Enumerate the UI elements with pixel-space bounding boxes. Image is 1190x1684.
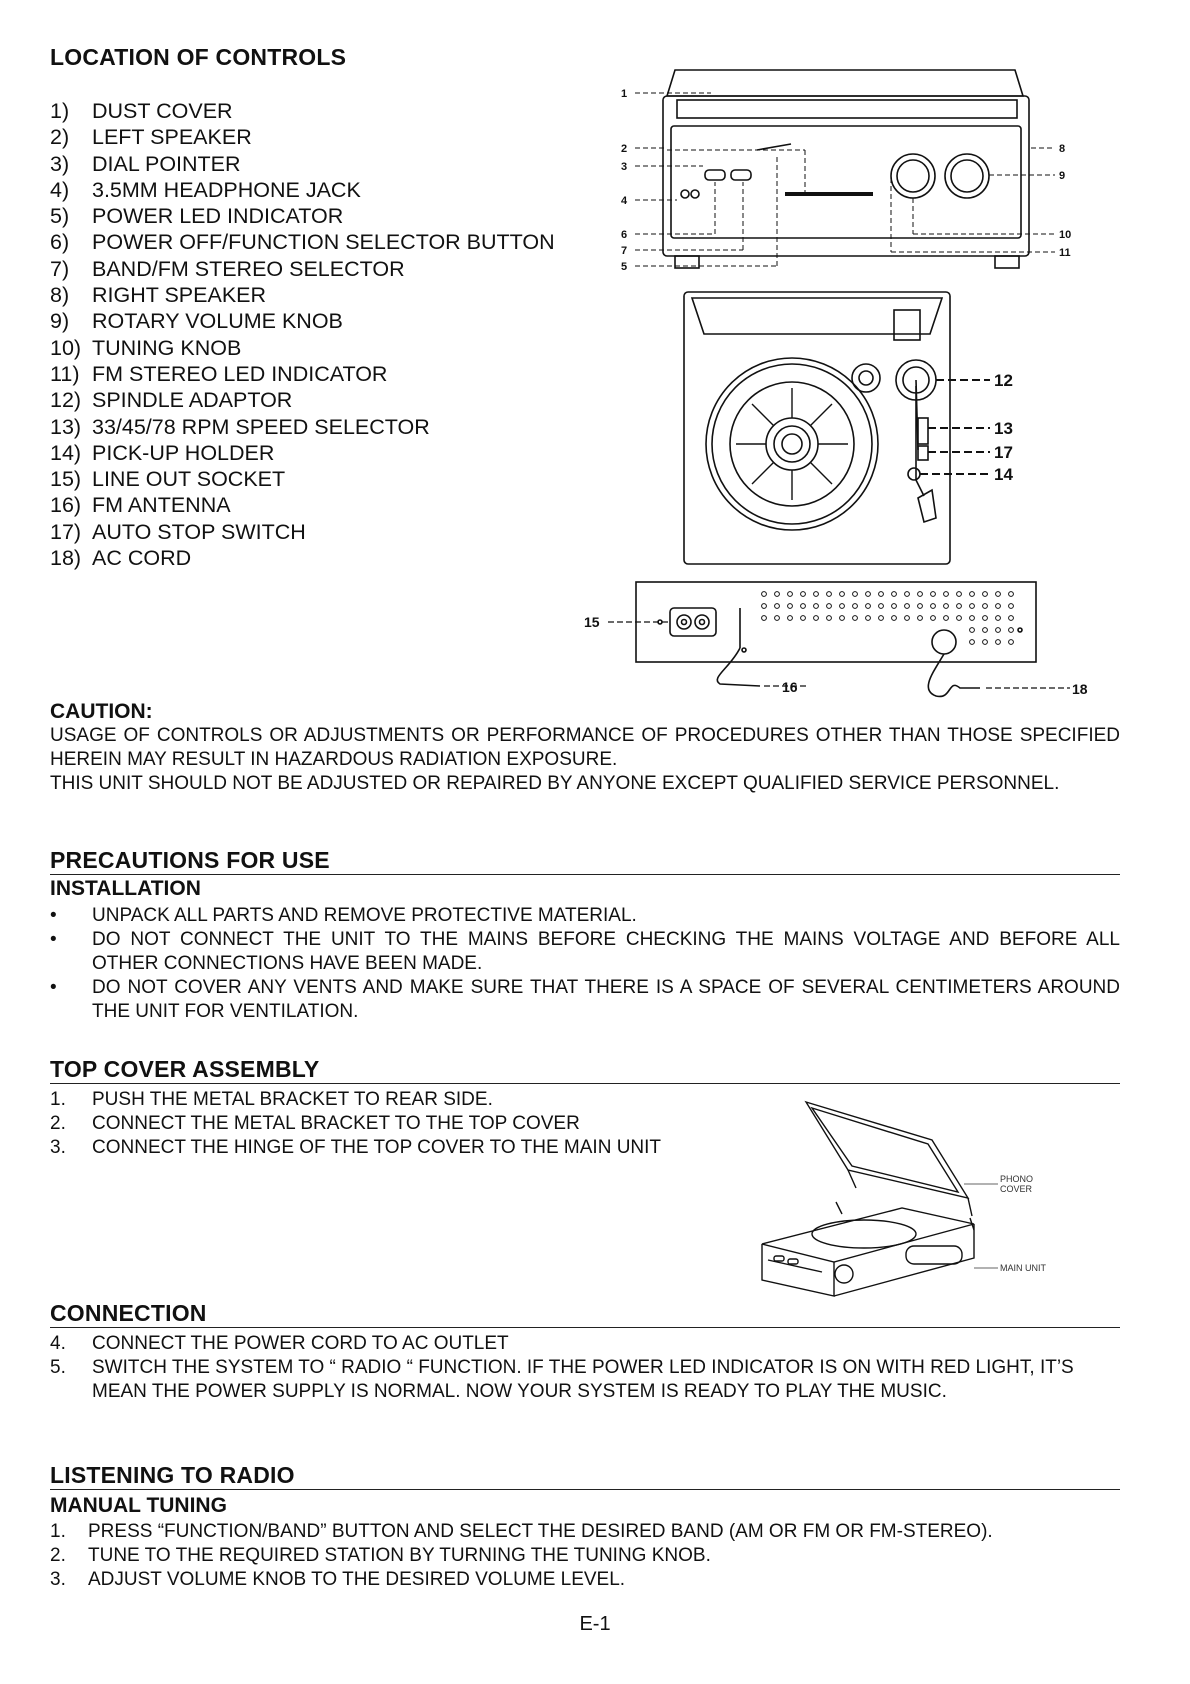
item-number: 3) [50,151,70,176]
item-number: 4) [50,177,70,202]
list-item [50,1356,1120,1404]
vent-hole [892,616,897,621]
callout-15: 15 [584,614,600,630]
vent-hole [788,616,793,621]
vent-hole [996,616,1001,621]
step-number: 3. [50,1569,66,1590]
vent-hole [983,616,988,621]
list-item [50,414,555,440]
list-item [50,282,555,308]
step-text: TUNE TO THE REQUIRED STATION BY TURNING THE TUNING KNOB. [88,1545,711,1566]
list-item [50,976,1120,1024]
list-item [50,98,555,124]
step-text: CONNECT THE METAL BRACKET TO THE TOP COVER [92,1113,580,1134]
vent-hole [970,628,975,633]
vent-hole [970,592,975,597]
list-item [50,177,555,203]
vent-hole [1009,604,1014,609]
vent-hole [827,604,832,609]
item-label: 33/45/78 RPM SPEED SELECTOR [92,414,430,439]
main-unit-label: MAIN UNIT [1000,1263,1046,1273]
bullet-icon: • [50,929,57,950]
list-item [50,1332,1120,1356]
vent-hole [814,592,819,597]
list-item [50,1088,750,1112]
vent-hole [970,604,975,609]
vent-hole [853,604,858,609]
callout-3: 3 [621,161,628,173]
list-item [50,256,555,282]
item-label: DUST COVER [92,99,233,123]
list-item [50,308,555,334]
vent-hole [762,604,767,609]
list-item [50,545,555,571]
callout-10: 10 [1059,229,1072,241]
top-cover-title: TOP COVER ASSEMBLY [50,1056,320,1082]
item-number: 7) [50,256,70,281]
vent-hole [996,604,1001,609]
vent-hole [957,616,962,621]
item-number: 14) [50,440,82,465]
vent-hole [970,616,975,621]
item-number: 9) [50,309,70,334]
rear-view-diagram [580,578,1090,706]
step-text: PUSH THE METAL BRACKET TO REAR SIDE. [92,1089,493,1110]
callout-16: 16 [782,679,798,695]
vent-hole [801,592,806,597]
vent-hole [775,592,780,597]
section-divider [50,1327,1120,1328]
section-divider [50,1489,1120,1490]
vent-hole [983,592,988,597]
item-number: 18) [50,546,82,571]
item-label: RIGHT SPEAKER [92,283,267,308]
section-divider [50,874,1120,875]
step-text: CONNECT THE POWER CORD TO AC OUTLET [92,1333,509,1354]
list-item [50,1112,750,1136]
list-item [50,124,555,150]
vent-hole [931,604,936,609]
list-item [50,440,555,466]
bullet-icon: • [50,905,57,926]
vent-hole [853,616,858,621]
vent-hole [827,592,832,597]
list-item [50,1136,750,1160]
callout-8: 8 [1059,143,1066,155]
vent-hole [1009,592,1014,597]
vent-hole [957,592,962,597]
vent-hole [892,604,897,609]
vent-hole [840,604,845,609]
listening-title: LISTENING TO RADIO [50,1462,295,1488]
step-text: ADJUST VOLUME KNOB TO THE DESIRED VOLUME LEVEL. [88,1569,626,1590]
step-number: 1. [50,1521,66,1542]
list-item [50,519,555,545]
callout-2: 2 [621,143,628,155]
callout-1: 1 [621,88,628,100]
vent-hole [879,604,884,609]
caution-title: CAUTION: [50,700,153,723]
installation-title: INSTALLATION [50,877,201,900]
list-item [50,151,555,177]
front-view-diagram [615,58,1075,288]
step-number: 2. [50,1113,66,1134]
step-number: 1. [50,1089,66,1110]
item-label: POWER OFF/FUNCTION SELECTOR BUTTON [92,230,555,255]
step-number: 4. [50,1333,66,1354]
item-label: SPINDLE ADAPTOR [92,388,293,413]
callout-7: 7 [621,245,628,257]
vent-hole [788,604,793,609]
vent-hole [944,592,949,597]
vent-hole [814,604,819,609]
location-of-controls-title: LOCATION OF CONTROLS [50,44,347,70]
vent-hole [879,592,884,597]
item-label: DIAL POINTER [92,151,241,176]
list-item [50,361,555,387]
step-number: 3. [50,1137,66,1158]
vent-hole [931,616,936,621]
step-text: SWITCH THE SYSTEM TO “ RADIO “ FUNCTION. IF THE POWER LED INDICATOR IS ON WITH RED LIGHT, IT’S MEAN THE POWER SUPPLY IS NORMAL. NOW YOUR SYSTEM IS READY TO PLAY THE MUSIC. [92,1357,1074,1402]
item-label: AUTO STOP SWITCH [92,519,306,544]
callout-4: 4 [621,195,628,207]
item-label: ROTARY VOLUME KNOB [92,309,343,334]
list-item [50,1520,1120,1544]
vent-hole [775,604,780,609]
step-text: PRESS “FUNCTION/BAND” BUTTON AND SELECT THE DESIRED BAND (AM OR FM OR FM-STEREO). [88,1521,993,1542]
item-number: 5) [50,204,70,229]
vent-hole [1009,628,1014,633]
item-label: FM STEREO LED INDICATOR [92,361,388,386]
vent-holes [762,592,1014,645]
vent-hole [905,616,910,621]
vent-hole [827,616,832,621]
item-label: BAND/FM STEREO SELECTOR [92,256,405,281]
vent-hole [944,604,949,609]
item-label: PICK-UP HOLDER [92,440,275,465]
vent-hole [944,616,949,621]
vent-hole [983,628,988,633]
caution-paragraph-1: USAGE OF CONTROLS OR ADJUSTMENTS OR PERFORMANCE OF PROCEDURES OTHER THAN THOSE SPECIFIED HEREIN MAY RESULT IN HAZARDOUS RADIATION EXPOSURE. [50,725,1120,770]
item-label: TUNING KNOB [92,335,242,360]
vent-hole [996,628,1001,633]
vent-hole [970,640,975,645]
item-number: 16) [50,493,82,518]
list-item [50,904,1120,928]
vent-hole [918,604,923,609]
vent-hole [918,616,923,621]
vent-hole [879,616,884,621]
connection-title: CONNECTION [50,1300,207,1326]
list-item [50,203,555,229]
callout-13: 13 [994,419,1013,438]
item-number: 6) [50,230,70,255]
vent-hole [840,616,845,621]
list-item [50,492,555,518]
vent-hole [905,592,910,597]
manual-tuning-title: MANUAL TUNING [50,1494,227,1517]
vent-hole [814,616,819,621]
vent-hole [866,592,871,597]
top-view-diagram [680,290,1060,570]
list-item [50,466,555,492]
vent-hole [918,592,923,597]
step-number: 5. [50,1357,66,1378]
vent-hole [957,604,962,609]
list-item [50,229,555,255]
vent-hole [775,616,780,621]
list-item [50,1544,1120,1568]
list-item [50,335,555,361]
item-label: POWER LED INDICATOR [92,204,344,229]
list-item [50,1568,1120,1592]
vent-hole [762,616,767,621]
vent-hole [892,592,897,597]
vent-hole [788,592,793,597]
vent-hole [1009,616,1014,621]
callout-5: 5 [621,261,628,273]
vent-hole [866,616,871,621]
callout-11: 11 [1059,247,1071,259]
vent-hole [801,604,806,609]
item-number: 11) [50,361,80,386]
item-label: AC CORD [92,546,192,571]
item-number: 10) [50,335,82,360]
caution-paragraph-2: THIS UNIT SHOULD NOT BE ADJUSTED OR REPAIRED BY ANYONE EXCEPT QUALIFIED SERVICE PERSONNEL. [50,773,1060,794]
step-number: 2. [50,1545,66,1566]
vent-hole [931,592,936,597]
item-number: 12) [50,388,82,413]
phono-cover-label-line2: COVER [1000,1184,1033,1194]
vent-hole [866,604,871,609]
bullet-text: UNPACK ALL PARTS AND REMOVE PROTECTIVE MATERIAL. [92,905,637,926]
vent-hole [983,604,988,609]
callout-18: 18 [1072,681,1088,697]
bullet-text: DO NOT CONNECT THE UNIT TO THE MAINS BEFORE CHECKING THE MAINS VOLTAGE AND BEFORE ALL OTHER CONNECTIONS HAVE BEEN MADE. [92,929,1120,974]
list-item [50,387,555,413]
vent-hole [996,592,1001,597]
item-number: 2) [50,125,70,150]
phono-cover-label-line1: PHONO [1000,1174,1034,1184]
vent-hole [905,604,910,609]
top-cover-assembly-diagram [752,1096,1052,1298]
vent-hole [983,640,988,645]
item-number: 15) [50,467,82,492]
controls-list [50,98,555,571]
item-number: 8) [50,283,70,308]
item-label: LEFT SPEAKER [92,125,252,150]
vent-hole [1009,640,1014,645]
page-number: E-1 [579,1613,611,1635]
item-label: LINE OUT SOCKET [92,467,286,492]
step-text: CONNECT THE HINGE OF THE TOP COVER TO THE MAIN UNIT [92,1137,662,1158]
callout-9: 9 [1059,170,1066,182]
bullet-icon: • [50,977,57,998]
item-number: 13) [50,414,82,439]
item-number: 1) [50,99,70,123]
vent-hole [762,592,767,597]
precautions-title: PRECAUTIONS FOR USE [50,847,330,873]
list-item [50,928,1120,976]
bullet-text: DO NOT COVER ANY VENTS AND MAKE SURE THAT THERE IS A SPACE OF SEVERAL CENTIMETERS AROUND THE UNIT FOR VENTILATION. [92,977,1120,1022]
vent-hole [840,592,845,597]
callout-6: 6 [621,229,628,241]
vent-hole [801,616,806,621]
vent-hole [996,640,1001,645]
section-divider [50,1083,1120,1084]
callout-14: 14 [994,465,1013,484]
item-number: 17) [50,519,82,544]
item-label: 3.5MM HEADPHONE JACK [92,177,361,202]
vent-hole [853,592,858,597]
item-label: FM ANTENNA [92,493,231,518]
callout-12: 12 [994,371,1013,390]
callout-17: 17 [994,443,1013,462]
